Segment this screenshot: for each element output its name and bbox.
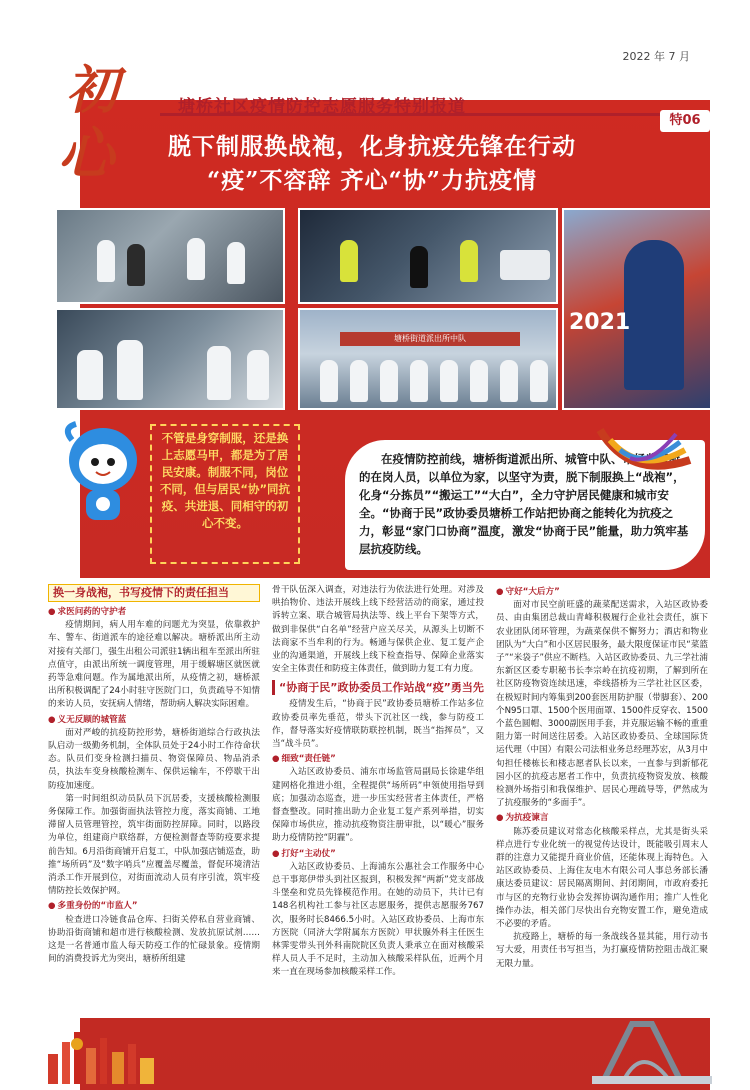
series-title: 塘桥社区疫情防控志愿服务特别报道 xyxy=(178,97,466,117)
paragraph: 检查进口冷链食品仓库、扫街关停私自营业商铺、协助沿街商铺和超市进行核酸检测、发放抗原试剂……这是一名普通市监人每天防疫工作的忙碌景象。疫情期间的消费投诉尤为突出，塘桥所组建 xyxy=(48,914,260,965)
paragraph: 骨干队伍深入调查，对违法行为依法进行处理。对涉及哄抬物价、违法开展线上线下经营活动的商家，通过投诉转立案、联合城管局执法等、线上平台下架等方式，做到非保供“白名单”经营户应关尽关，从源头上切断不法商家不当牟利的行为。畅通与保供企业、复工复产企业的沟通渠道，开展线上线下检查指导、保障企业落实安全主体责任和防疫主体责任，做到助力复工有力度。 xyxy=(272,585,484,675)
article-column-2 xyxy=(272,584,484,980)
subheading: ● 义无反顾的城管蓝 xyxy=(48,714,260,727)
subheading: ● 为抗疫谏言 xyxy=(496,812,708,825)
callout-unchanged-heart: 不管是身穿制服，还是换上志愿马甲，都是为了居民安康。制服不同，岗位不同，但与居民“协”同抗疫、共进退、同相守的初心不变。 xyxy=(150,424,300,564)
box-title: “协商于民”政协委员工作站战“疫”勇当先 xyxy=(272,680,484,695)
paragraph: 第一时间组织动员队员下沉居委，支援核酸检测服务保障工作。加强街面执法管控力度，落实商铺、工地滞留人员管理管控，筑牢街面防控屏障。同时，以路段为单位，组建商户联络群，方便检测督查等防疫要求提前告知。6月沿街商铺开启复工，中队加强店铺巡查，助推“场所码”及“数字哨兵”应覆盖尽覆盖，督促环境清洁消杀工作开展到位，对街面流动人员有序引流，筑牢疫情防控长效保护网。 xyxy=(48,793,260,897)
footer-decoration xyxy=(40,1018,712,1084)
article-column-3 xyxy=(496,584,708,971)
headline-line-1: 脱下制服换战袍，化身抗疫先锋在行动 xyxy=(168,133,576,160)
section-title: 换一身战袍，书写疫情下的责任担当 xyxy=(48,584,260,602)
issue-date: 2022 年 7 月 xyxy=(622,50,690,63)
paragraph: 入站区政协委员、上海浦东公惠社会工作服务中心总干事郑伊带头到社区报到，积极发挥“两新”党支部战斗堡垒和党员先锋模范作用。在她的动员下，共计已有148名机构社工参与社区志愿服务，提供志愿服务767次，服务时长8466.5小时。入站区政协委员、上海市东方医院（同济大学附属东方医院）甲状腺外科主任医生林霁雯带头刊外科南院院区负责人秉承立在面对核酸采样人员人手不足时，主动加入核酸采样队伍，近两个月来一直在现场参加核酸采样工作。 xyxy=(272,861,484,978)
paragraph: 抗疫路上，塘桥的每一条战线各显其能，用行动书写大爱，用责任书写担当，为打赢疫情防控阻击战汇聚无限力量。 xyxy=(496,932,708,969)
photo-night-police xyxy=(298,208,558,304)
intro-paragraph: 在疫情防控前线，塘桥街道派出所、城管中队、市场监管所的在岗人员，以单位为家，以坚守为责，脱下制服换上“战袍”，化身“分拣员”“搬运工”“大白”，全力守护居民健康和城市安全。“协商于民”政协委员塘桥工作站把协商之能转化为抗疫之力，彰显“家门口协商”温度，激发“协商于民”能量，助力筑牢基层抗疫防线。 xyxy=(345,440,705,570)
ribbon-emblem-icon xyxy=(590,420,700,490)
article-body xyxy=(40,578,712,1018)
paragraph: 陈苏委员建议对常态化核酸采样点，尤其是街头采样点进行专业化统一的视觉传达设计，既能吸引周末人群的注意力又能提升商业价值，还能体现上海特色。入站区政协委员、上海住友电木有限公司人事总务部长潘康达委员建议：居民隔离期间、封闭期间，市政府委托市与区的充物行业协会发挥协调沟通作用；推广人性化操作办法，相关部门尽快出台充物安置工作，避免造成不必要的矛盾。 xyxy=(496,826,708,930)
paragraph: 面对严峻的抗疫防控形势，塘桥街道综合行政执法队启动一级勤务机制，全体队员处于24小时工作待命状态。队员们变身检测扫描员、物资保障员、物品消杀员，执法车变身核酸检测车、保供运输车，不停歇干出防疫加速度。 xyxy=(48,727,260,791)
paragraph: 入站区政协委员、浦东市场监管局副局长徐建华组建网格化推进小组，全程提供“场所码”申领使用指导到底；加强动态巡查，进一步压实经营者主体责任，严格督查整改。同时推出助力企业复工复产系列举措，切实保障市场供应，推动抗疫物资注册审批，以“暖心”服务助力疫情防控“阴霾”。 xyxy=(272,767,484,844)
page-tag: 特06 xyxy=(660,110,710,132)
mascot-illustration xyxy=(58,420,148,530)
skyline-icon xyxy=(40,1024,170,1084)
photo-banner-text: 塘桥街道派出所中队 xyxy=(340,332,520,346)
chuxin-char-1: 初 xyxy=(66,60,119,121)
photo-officer-signboard xyxy=(562,208,712,410)
paragraph: 疫情发生后，“协商于民”政协委员塘桥工作站多位政协委员率先垂范，带头下沉社区一线，参与防疫工作，督导落实好疫情联防联控机制，既当“指挥员”，又当“战斗员”。 xyxy=(272,699,484,750)
photo-medical-workers xyxy=(55,308,285,410)
subheading: ● 守好“大后方” xyxy=(496,586,708,599)
photo-group-police-station xyxy=(298,308,558,410)
photo-protective-suits-street xyxy=(55,208,285,304)
chuxin-char-2: 心 xyxy=(58,121,114,187)
subheading: ● 求医问药的守护者 xyxy=(48,606,260,619)
subheading: ● 细致“责任链” xyxy=(272,753,484,766)
article-column-1 xyxy=(48,584,260,966)
subheading: ● 打好“主动仗” xyxy=(272,848,484,861)
sign-year: 2021 xyxy=(569,310,631,335)
headline-line-2: “疫”不容辞 齐心“协”力抗疫情 xyxy=(207,167,537,194)
officer-figure xyxy=(624,240,684,390)
subheading: ● 多重身份的“市监人” xyxy=(48,900,260,913)
series-title-bar xyxy=(160,94,690,116)
paragraph: 疫情期间，病人用车难的问题尤为突显，依靠救护车、警车、街道派车的途径难以解决。塘桥派出所主动对接有关部门，强生出租公司派驻1辆出租车至派出所驻点值守，由派出所统一调度管理，用于缓解塘区就医就药等急难问题。作为属地派出所，从疫情之初，塘桥派出所积极调配了24小时驻守医院门口，负责疏导不知情的来访人员，安抚病人情绪，帮助病人解决实际困难。 xyxy=(48,620,260,710)
paragraph: 面对市民空前旺盛的蔬菜配送需求，入站区政协委员、由由集团总裁山青峰积极履行企业社会责任，旗下农业团队闭环管理，为蔬菜保供不懈努力；酒店和物业团队为“大白”和小区居民服务，最大限度保证市民“菜篮子”“米袋子”供应不断档。入站区政协委员、九三学社浦东新区区委专职秘书长李宗岭在抗疫初期，了解到所在社区防疫物资连续迅速，牵线搭桥为三学社社区区委，在极短时间内筹集到200套医用防护服（带脚套）、200个N95口罩、1500个医用面罩、1500件反穿衣、1500个蓝色圆帽、3000副医用手套，并克服运输不畅的重重阻力第一时间送往居委。入站区政协委员、全球国际货运代理（中国）有限公司法相业务总经理苏宏，从3月中旬担任楼栋长和楼志愿者队长以来，一直参与到新郁花园小区的抗疫志愿者工作中，负责抗疫物资发放、核酸检测外场指引和我保维护、居民心理疏导等，俨然成为了抗疫服务的“多面手”。 xyxy=(496,600,708,809)
arch-landmark-icon xyxy=(592,1020,712,1084)
headline xyxy=(92,130,652,198)
